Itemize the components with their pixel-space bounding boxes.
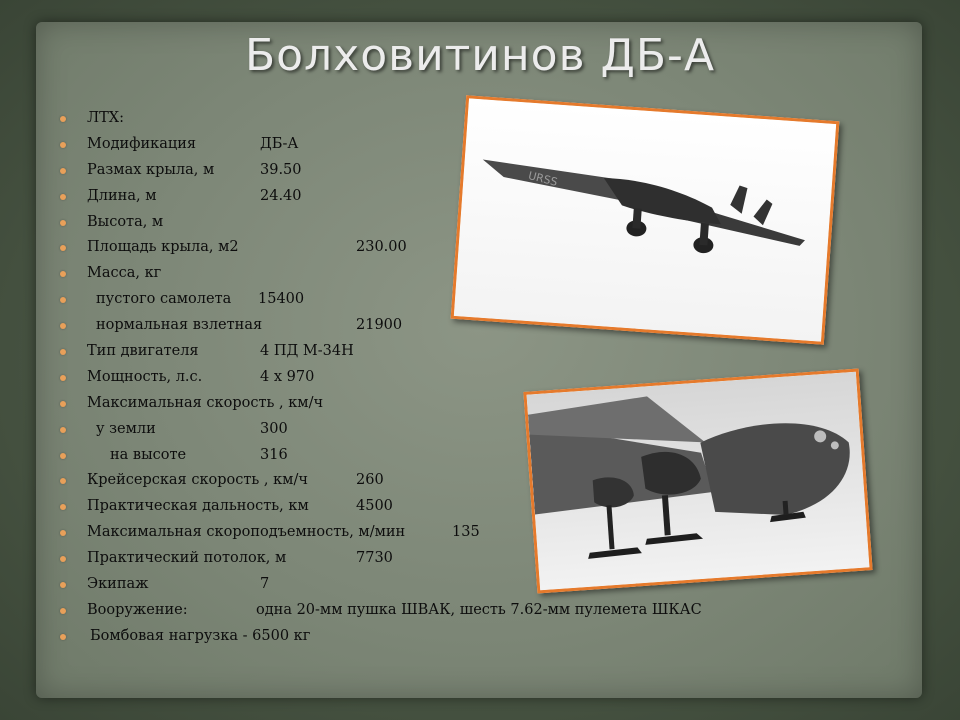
spec-value: 4 x 970 [260,368,315,385]
spec-value: 316 [260,446,288,463]
spec-label: Вооружение: [87,601,188,618]
spec-value: 24.40 [260,187,302,204]
bullet-icon [60,349,66,355]
spec-label: у земли [96,420,156,437]
spec-label: Тип двигателя [87,343,199,360]
spec-label: Практическая дальность, км [87,498,309,515]
spec-label: Мощность, л.с. [87,368,203,385]
aircraft-in-flight-image [454,98,836,341]
spec-label: Максимальная скорость , км/ч [87,394,324,411]
bullet-icon [60,453,66,459]
spec-label: пустого самолета [96,291,232,308]
spec-value: 4500 [356,498,393,515]
spec-value: ДБ-А [260,135,299,152]
spec-value: одна 20-мм пушка ШВАК, шесть 7.62-мм пулемета ШКАС [256,601,702,618]
spec-label: Практический потолок, м [87,550,287,567]
bullet-icon [60,375,66,381]
slide-title: Болховитинов ДБ-А [244,30,716,81]
spec-label: Бомбовая нагрузка - 6500 кг [90,627,311,644]
spec-value: 21900 [356,317,403,334]
bullet-icon [60,116,66,122]
spec-label: Модификация [87,135,197,152]
bullet-icon [60,220,66,226]
spec-label: Высота, м [87,213,164,230]
spec-label: Площадь крыла, м2 [87,239,239,256]
bullet-icon [60,634,66,640]
spec-label: ЛТХ: [87,110,124,126]
spec-value: 135 [452,524,480,541]
spec-label: Размах крыла, м [87,161,215,178]
spec-label: Масса, кг [87,265,162,282]
spec-value: 4 ПД М-34Н [260,343,354,360]
spec-label: Длина, м [87,187,157,204]
spec-value: 230.00 [356,239,407,256]
aircraft-in-flight-photo [451,95,840,345]
bullet-icon [60,608,66,614]
spec-label: Экипаж [87,576,149,593]
aircraft-on-ground-photo [523,369,872,594]
spec-label: на высоте [110,446,187,463]
spec-value: 300 [260,420,288,437]
bullet-icon [60,168,66,174]
bullet-icon [60,142,66,148]
spec-value: 15400 [258,291,305,308]
aircraft-on-ground-image [527,372,870,591]
spec-label: Крейсерская скорость , км/ч [87,472,308,489]
spec-value: 39.50 [260,161,302,178]
tail-marking-text: URSS [526,169,559,189]
bullet-icon [60,401,66,407]
spec-value: 260 [356,472,384,489]
spec-value: 7730 [356,550,393,567]
spec-label: Максимальная скороподъемность, м/мин [87,524,406,541]
bullet-icon [60,427,66,433]
spec-value: 7 [260,576,270,593]
bullet-icon [60,582,66,588]
bullet-icon [60,194,66,200]
spec-label: нормальная взлетная [96,317,263,334]
